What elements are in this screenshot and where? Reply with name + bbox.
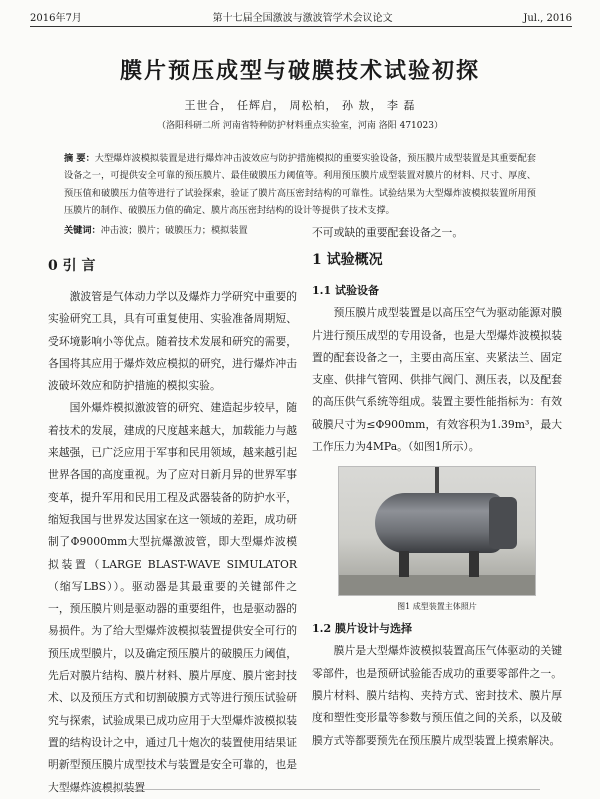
photo-support-right xyxy=(469,551,479,577)
intro-paragraph-2: 国外爆炸模拟激波管的研究、建造起步较早，随着技术的发展，建成的尺度越来越大，加载能力与越来越强，已广泛应用于军事和民用领域，越来越引起世界各国的高度重视。为了应对日新月异的世界军事变革，提升军用和民用工程及武器装备的防护水平，缩短我国与世界发达国家在这一领域的差距，成功研制了Φ9000mm大型抗爆激波管，即大型爆炸波模拟装置（LARGE BLAST-WAVE SIMULATOR（缩写LBS））。驱动器是其最重要的关键部件之一，预压膜片则是驱动器的重要组件，也是驱动器的易损件。为了给大型爆炸波模拟装置提供安全可行的预压成型膜片，以及确定预压膜片的破膜压力阈值，先后对膜片结构、膜片材料、膜片厚度、膜片密封技术、以及预压方式和切割破膜方式等进行预压试验研究与探索，试验成果已成功应用于大型爆炸波模拟装置的结构设计之中，通过几十炮次的装置使用结果证明新型预压膜片成型技术与装置是安全可靠的，也是大型爆炸波模拟装置 xyxy=(48,401,297,794)
figure-1-photo xyxy=(338,466,536,596)
header-date: 2016年7月 xyxy=(30,13,82,24)
subsection-1-1-heading: 1.1 试验设备 xyxy=(312,284,379,298)
intro-paragraph-1: 激波管是气体动力学以及爆炸力学研究中重要的实验研究工具，具有可重复使用、实验准备周期短、受环境影响小等优点。随着技术发展和研究的需要，各国将其应用于爆炸效应模拟的研究，进行爆炸冲击波破坏效应和防护措施的模拟实验。 xyxy=(48,290,297,393)
right-column xyxy=(312,222,562,752)
authors: 王世合， 任辉启， 周松柏， 孙 敖， 李 磊 xyxy=(184,99,416,112)
header-date-en: Jul., 2016 xyxy=(523,13,572,24)
photo-flange xyxy=(489,497,517,549)
footer-rule xyxy=(60,789,540,793)
left-column xyxy=(48,256,297,799)
equipment-paragraph: 预压膜片成型装置是以高压空气为驱动能源对膜片进行预压成型的专用设备，也是大型爆炸波模拟装置的配套设备之一，主要由高压室、夹紧法兰、固定支座、供排气管网、供排气阀门、测压表，以及配套的高压供气系统等组成。装置主要性能指标为：有效破膜尺寸为≤Φ900mm，有效容积为1.39m³，最大工作压力为4MPa。（如图1所示）。 xyxy=(312,306,562,454)
abstract-text: 大型爆炸波模拟装置是进行爆炸冲击波效应与防护措施模拟的重要实验设备，预压膜片成型装置是其重要配套设备之一，可提供安全可靠的预压膜片、最佳破膜压力阈值等。利用预压膜片成型装置对膜片的材料、尺寸、厚度、预压值和破膜压力值等进行了试验探索，验证了膜片高压密封结构的可靠性。试验结果为大型爆炸波模拟装置所用预压膜片的制作、破膜压力值的确定、膜片高压密封结构的设计等提供了技术支撑。 xyxy=(64,153,536,217)
running-header xyxy=(30,6,572,27)
affiliation: （洛阳科研二所 河南省特种防护材料重点实验室，河南 洛阳 471023） xyxy=(157,121,443,131)
continued-text: 不可或缺的重要配套设备之一。 xyxy=(312,226,464,239)
subsection-1-2-heading: 1.2 膜片设计与选择 xyxy=(312,622,412,636)
section-1-heading: 1 试验概况 xyxy=(312,252,383,269)
keywords-label: 关键词： xyxy=(64,225,101,236)
figure-1-caption: 图1 成型装置主体照片 xyxy=(397,602,477,612)
keywords-text: 冲击波；膜片；破膜压力；模拟装置 xyxy=(100,225,248,236)
section-intro-heading: 0 引 言 xyxy=(48,258,96,274)
paper-title: 膜片预压成型与破膜技术试验初探 xyxy=(119,58,480,84)
abstract-label: 摘 要： xyxy=(64,153,95,164)
photo-pressure-vessel xyxy=(375,493,503,553)
photo-pipe xyxy=(435,467,439,495)
abstract xyxy=(64,150,536,220)
photo-support-left xyxy=(399,551,409,577)
photo-floor xyxy=(339,575,535,595)
diaphragm-paragraph: 膜片是大型爆炸波模拟装置高压气体驱动的关键零部件，也是预研试验能否成功的重要零部件之一。膜片材料、膜片结构、夹持方式、密封技术、膜片厚度和塑性变形量等参数与预压值之间的关系，以及破膜方式等都要预先在预压膜片成型装置上摸索解决。 xyxy=(312,644,562,747)
header-conference: 第十七届全国激波与激波管学术会议论文 xyxy=(212,13,393,24)
